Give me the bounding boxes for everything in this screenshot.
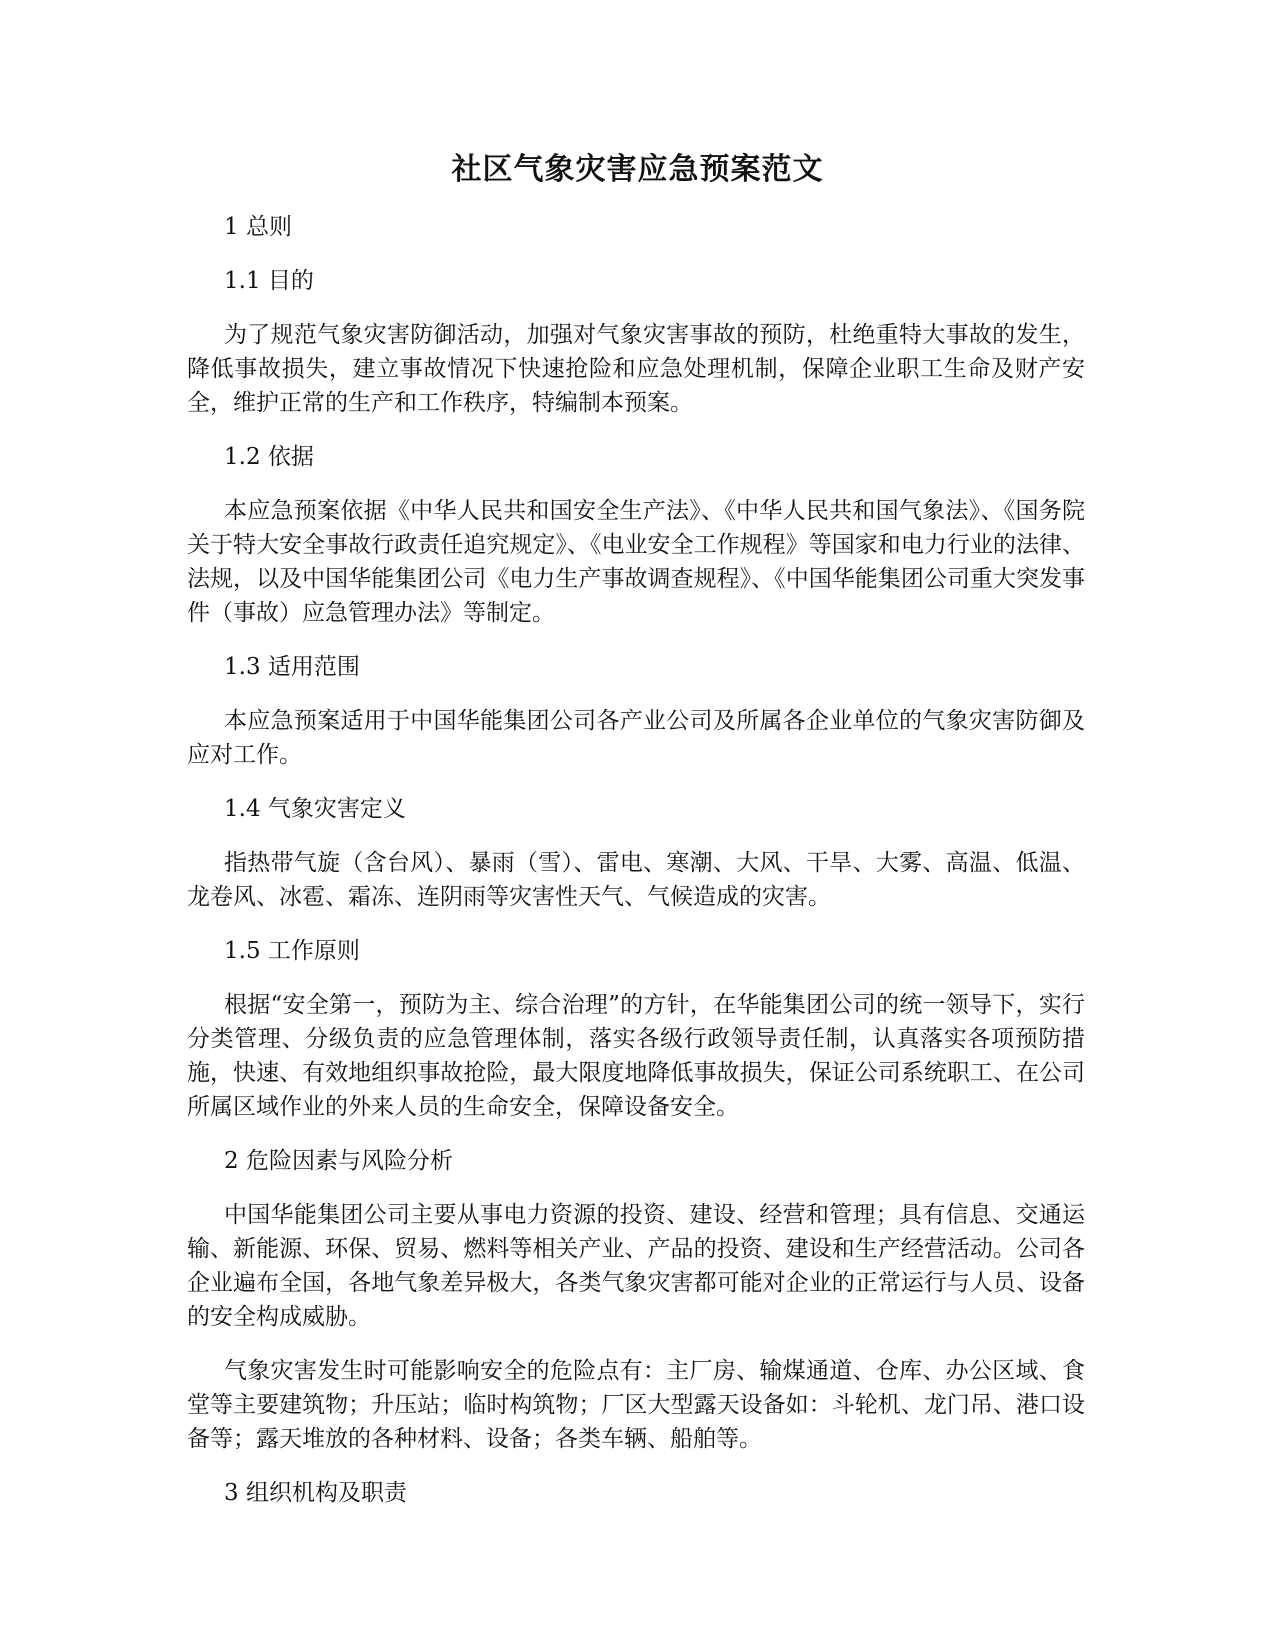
section-heading-definition: 1.4 气象灾害定义: [224, 796, 406, 822]
paragraph-purpose: 为了规范气象灾害防御活动，加强对气象灾害事故的预防，杜绝重特大事故的发生，降低事故损失，建立事故情况下快速抢险和应急处理机制，保障企业职工生命及财产安全，维护正常的生产和工作秩序，特编制本预案。: [187, 322, 1085, 416]
section-heading-risk-analysis: 2 危险因素与风险分析: [224, 1148, 453, 1174]
section-heading-general: 1 总则: [224, 214, 292, 240]
section-heading-scope: 1.3 适用范围: [224, 654, 360, 680]
paragraph-principles: 根据“安全第一，预防为主、综合治理”的方针，在华能集团公司的统一领导下，实行分类管理、分级负责的应急管理体制，落实各级行政领导责任制，认真落实各项预防措施，快速、有效地组织事故抢险，最大限度地降低事故损失，保证公司系统职工、在公司所属区域作业的外来人员的生命安全，保障设备安全。: [187, 992, 1085, 1120]
section-heading-organization: 3 组织机构及职责: [224, 1480, 407, 1506]
document-title: 社区气象灾害应急预案范文: [451, 152, 824, 187]
paragraph-basis: 本应急预案依据《中华人民共和国安全生产法》、《中华人民共和国气象法》、《国务院关于特大安全事故行政责任追究规定》、《电业安全工作规程》等国家和电力行业的法律、法规，以及中国华能集团公司《电力生产事故调查规程》、《中国华能集团公司重大突发事件（事故）应急管理办法》等制定。: [187, 498, 1085, 626]
document-body: [187, 210, 1085, 1530]
paragraph-risk-analysis-2: 气象灾害发生时可能影响安全的危险点有：主厂房、输煤通道、仓库、办公区域、食堂等主要建筑物；升压站；临时构筑物；厂区大型露天设备如：斗轮机、龙门吊、港口设备等；露天堆放的各种材料、设备；各类车辆、船舶等。: [187, 1358, 1085, 1452]
section-heading-principles: 1.5 工作原则: [224, 938, 360, 964]
section-heading-purpose: 1.1 目的: [224, 268, 314, 294]
section-heading-basis: 1.2 依据: [224, 444, 314, 470]
paragraph-definition: 指热带气旋（含台风）、暴雨（雪）、雷电、寒潮、大风、干旱、大雾、高温、低温、龙卷风、冰雹、霜冻、连阴雨等灾害性天气、气候造成的灾害。: [187, 850, 1085, 910]
paragraph-risk-analysis-1: 中国华能集团公司主要从事电力资源的投资、建设、经营和管理；具有信息、交通运输、新能源、环保、贸易、燃料等相关产业、产品的投资、建设和生产经营活动。公司各企业遍布全国，各地气象差异极大，各类气象灾害都可能对企业的正常运行与人员、设备的安全构成威胁。: [187, 1202, 1085, 1330]
paragraph-scope: 本应急预案适用于中国华能集团公司各产业公司及所属各企业单位的气象灾害防御及应对工作。: [187, 708, 1085, 768]
